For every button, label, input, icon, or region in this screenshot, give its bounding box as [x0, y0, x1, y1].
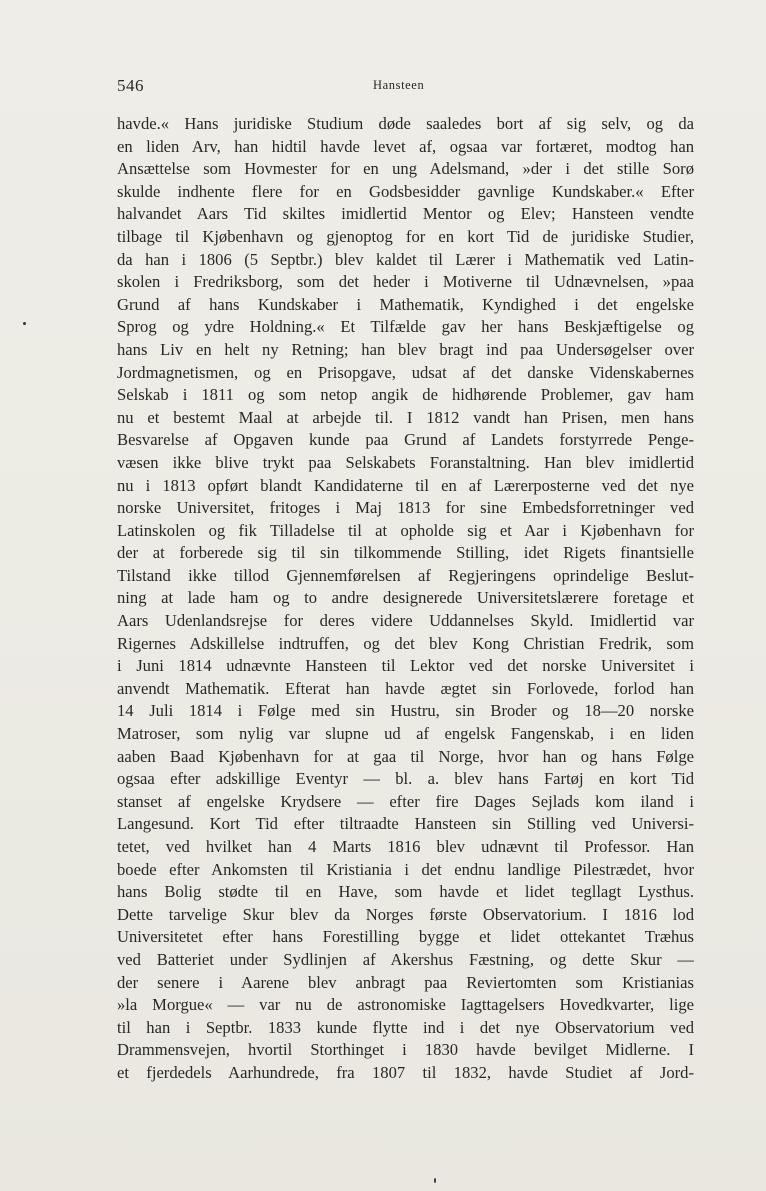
- text-line: stanset af engelske Krydsere — efter fire Dages Sejlads kom iland i: [117, 791, 694, 811]
- text-line: Tilstand ikke tillod Gjennemførelsen af Regjeringens oprindelige Beslut-: [117, 565, 694, 585]
- text-line: skolen i Fredriksborg, som det heder i Motiverne til Udnævnelsen, »paa: [117, 272, 694, 292]
- text-line: skulde indhente flere for en Godsbesidder gavnlige Kundskaber.« Efter: [117, 181, 694, 201]
- text-line: Jordmagnetismen, og en Prisopgave, udsat af det danske Videnskabernes: [117, 362, 694, 382]
- text-line: hans Liv en helt ny Retning; han blev bragt ind paa Undersøgelser over: [117, 339, 694, 359]
- text-line: da han i 1806 (5 Septbr.) blev kaldet til Lærer i Mathematik ved Latin-: [117, 249, 694, 269]
- text-line: Besvarelse af Opgaven kunde paa Grund af Landets forstyrrede Penge-: [117, 430, 694, 450]
- text-line: Langesund. Kort Tid efter tiltraadte Hansteen sin Stilling ved Universi-: [117, 814, 694, 834]
- text-line: Matroser, som nylig var slupne ud af engelsk Fangenskab, i en liden: [117, 724, 694, 744]
- text-line: i Juni 1814 udnævnte Hansteen til Lektor ved det norske Universitet i: [117, 656, 694, 676]
- text-line: halvandet Aars Tid skiltes imidlertid Mentor og Elev; Hansteen vendte: [117, 204, 694, 224]
- text-line: Selskab i 1811 og som netop angik de hidhørende Problemer, gav ham: [117, 385, 694, 405]
- text-line: boede efter Ankomsten til Kristiania i det endnu landlige Pilestrædet, hvor: [117, 859, 694, 879]
- text-line: en liden Arv, han hidtil havde levet af, ogsaa var fortæret, modtog han: [117, 136, 694, 156]
- text-line: der senere i Aarene blev anbragt paa Reviertomten som Kristianias: [117, 972, 694, 992]
- text-line: Grund af hans Kundskaber i Mathematik, Kyndighed i det engelske: [117, 294, 694, 314]
- text-line: anvendt Mathematik. Efterat han havde ægtet sin Forlovede, forlod han: [117, 678, 694, 698]
- body-text: [117, 113, 694, 1085]
- text-line: hans Bolig stødte til en Have, som havde et lidet tegllagt Lysthus.: [117, 882, 694, 902]
- text-line: »la Morgue« — var nu de astronomiske Iagttagelsers Hovedkvarter, lige: [117, 995, 694, 1015]
- text-line: Sprog og ydre Holdning.« Et Tilfælde gav her hans Beskjæftigelse og: [117, 317, 694, 337]
- text-line: ved Batteriet under Sydlinjen af Akershus Fæstning, og dette Skur —: [117, 949, 694, 969]
- text-line: nu i 1813 opført blandt Kandidaterne til en af Lærerposterne ved det nye: [117, 475, 694, 495]
- text-line: tilbage til Kjøbenhavn og gjenoptog for en kort Tid de juridiske Studier,: [117, 226, 694, 246]
- text-line: Universitetet efter hans Forestilling bygge et lidet ottekantet Træhus: [117, 927, 694, 947]
- text-line: der at forberede sig til sin tilkommende Stilling, idet Rigets finantsielle: [117, 543, 694, 563]
- text-line: ning at lade ham og to andre designerede Universitetslærere foretage et: [117, 588, 694, 608]
- text-line: Dette tarvelige Skur blev da Norges første Observatorium. I 1816 lod: [117, 904, 694, 924]
- text-line: norske Universitet, fritoges i Maj 1813 for sine Embedsforretninger ved: [117, 498, 694, 518]
- page-header: [117, 76, 694, 98]
- text-line: tetet, ved hvilket han 4 Marts 1816 blev udnævnt til Professor. Han: [117, 837, 694, 856]
- text-line: 14 Juli 1814 i Følge med sin Hustru, sin Broder og 18—20 norske: [117, 701, 694, 721]
- text-line: Ansættelse som Hovmester for en ung Adelsmand, »der i det stille Sorø: [117, 159, 694, 179]
- page-number: 546: [117, 76, 144, 95]
- text-line: et fjerdedels Aarhundrede, fra 1807 til 1832, havde Studiet af Jord-: [117, 1062, 694, 1082]
- text-line: ogsaa efter adskillige Eventyr — bl. a. blev hans Fartøj en kort Tid: [117, 769, 694, 789]
- text-line: Aars Udenlandsrejse for deres videre Uddannelses Skyld. Imidlertid var: [117, 611, 694, 631]
- running-title: Hansteen: [373, 78, 425, 92]
- text-line: havde.« Hans juridiske Studium døde saaledes bort af sig selv, og da: [117, 114, 694, 133]
- text-line: aaben Baad Kjøbenhavn for at gaa til Norge, hvor han og hans Følge: [117, 746, 694, 766]
- text-line: Rigernes Adskillelse indtruffen, og det blev Kong Christian Fredrik, som: [117, 633, 694, 653]
- text-line: til han i Septbr. 1833 kunde flytte ind i det nye Observatorium ved: [117, 1017, 694, 1037]
- text-line: nu et bestemt Maal at arbejde til. I 1812 vandt han Prisen, men hans: [117, 407, 694, 427]
- text-line: væsen ikke blive trykt paa Selskabets Foranstaltning. Han blev imidlertid: [117, 452, 694, 472]
- ink-speck: [434, 1178, 436, 1183]
- text-line: Latinskolen og fik Tilladelse til at opholde sig et Aar i Kjøbenhavn for: [117, 520, 694, 540]
- text-line: Drammensvejen, hvortil Storthinget i 1830 havde bevilget Midlerne. I: [117, 1040, 694, 1060]
- ink-speck: [23, 322, 26, 325]
